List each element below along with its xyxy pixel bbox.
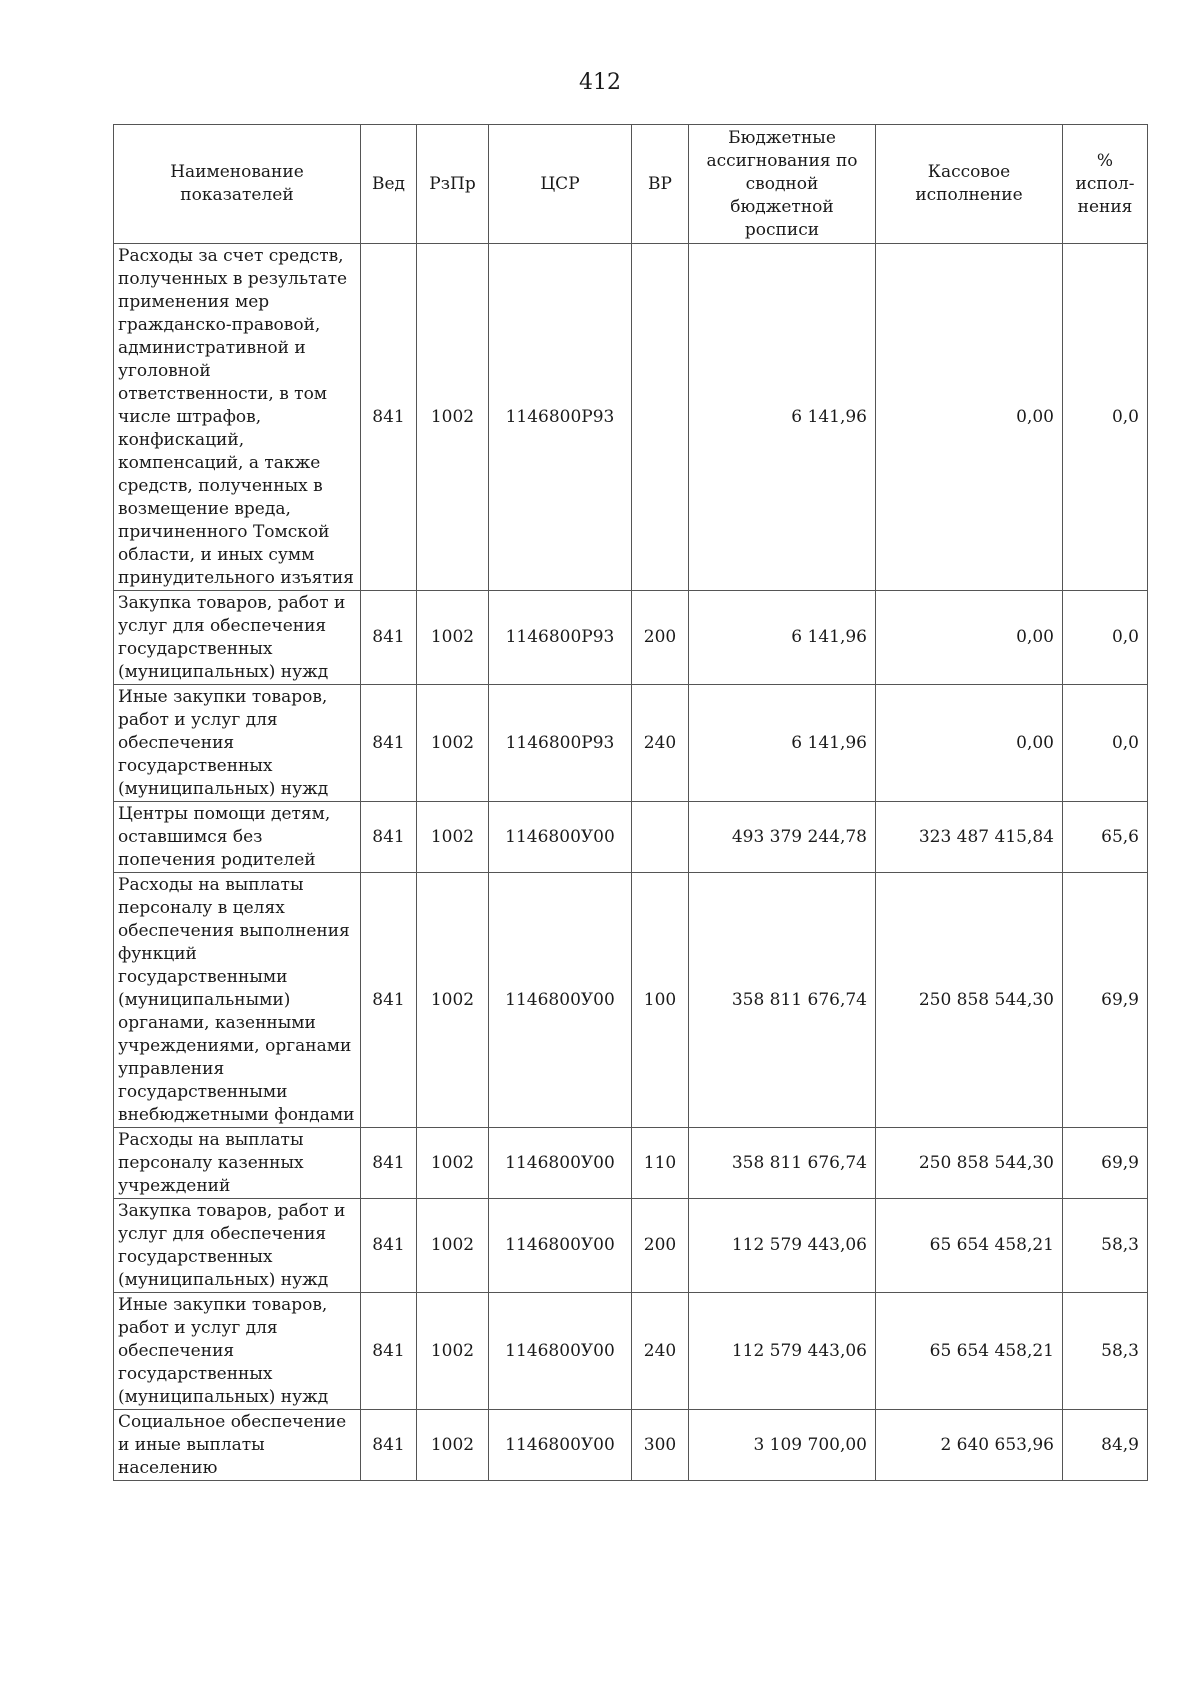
cell-csr: 1146800У00 (489, 1293, 632, 1410)
cell-csr: 1146800У00 (489, 1128, 632, 1199)
cell-ved: 841 (361, 1410, 417, 1481)
cell-csr: 1146800У00 (489, 1410, 632, 1481)
cell-allocated: 3 109 700,00 (689, 1410, 876, 1481)
table-row (114, 1293, 1148, 1410)
cell-vr: 200 (632, 591, 689, 685)
cell-vr (632, 244, 689, 591)
cell-allocated: 358 811 676,74 (689, 873, 876, 1128)
cell-name: Закупка товаров, работ и услуг для обеспечения государственных (муниципальных) нужд (114, 591, 361, 685)
header-executed: Кассовое исполнение (876, 125, 1063, 244)
page-number: 412 (579, 70, 621, 95)
cell-ved: 841 (361, 1128, 417, 1199)
cell-ved: 841 (361, 802, 417, 873)
table-row (114, 1199, 1148, 1293)
cell-rzpr: 1002 (417, 802, 489, 873)
table-header-row (114, 125, 1148, 244)
cell-executed: 323 487 415,84 (876, 802, 1063, 873)
cell-executed: 2 640 653,96 (876, 1410, 1063, 1481)
cell-vr: 200 (632, 1199, 689, 1293)
cell-rzpr: 1002 (417, 244, 489, 591)
cell-name: Центры помощи детям, оставшимся без попечения родителей (114, 802, 361, 873)
cell-rzpr: 1002 (417, 1293, 489, 1410)
cell-csr: 1146800Р93 (489, 591, 632, 685)
cell-executed: 250 858 544,30 (876, 1128, 1063, 1199)
header-percent: % испол-нения (1063, 125, 1148, 244)
header-name: Наименование показателей (114, 125, 361, 244)
cell-ved: 841 (361, 591, 417, 685)
cell-name: Иные закупки товаров, работ и услуг для обеспечения государственных (муниципальных) нужд (114, 1293, 361, 1410)
cell-csr: 1146800Р93 (489, 244, 632, 591)
cell-vr: 110 (632, 1128, 689, 1199)
cell-rzpr: 1002 (417, 1128, 489, 1199)
cell-allocated: 112 579 443,06 (689, 1293, 876, 1410)
header-allocated: Бюджетные ассигнования по сводной бюджетной росписи (689, 125, 876, 244)
cell-allocated: 6 141,96 (689, 591, 876, 685)
cell-name: Расходы за счет средств, полученных в результате применения мер гражданско-правовой, административной и уголовной ответственности, в том числе штрафов, конфискаций, компенсаций, а также средств, полученных в возмещение вреда, причиненного Томской области, и иных сумм принудительного изъятия (114, 244, 361, 591)
cell-percent: 69,9 (1063, 873, 1148, 1128)
cell-name: Иные закупки товаров, работ и услуг для обеспечения государственных (муниципальных) нужд (114, 685, 361, 802)
cell-percent: 0,0 (1063, 244, 1148, 591)
cell-name: Расходы на выплаты персоналу казенных учреждений (114, 1128, 361, 1199)
cell-executed: 0,00 (876, 244, 1063, 591)
cell-ved: 841 (361, 244, 417, 591)
header-ved: Вед (361, 125, 417, 244)
cell-rzpr: 1002 (417, 1410, 489, 1481)
cell-executed: 65 654 458,21 (876, 1199, 1063, 1293)
cell-name: Социальное обеспечение и иные выплаты населению (114, 1410, 361, 1481)
cell-percent: 65,6 (1063, 802, 1148, 873)
cell-executed: 65 654 458,21 (876, 1293, 1063, 1410)
cell-csr: 1146800У00 (489, 802, 632, 873)
cell-rzpr: 1002 (417, 591, 489, 685)
table-row (114, 1410, 1148, 1481)
budget-table (113, 124, 1148, 1481)
cell-csr: 1146800У00 (489, 873, 632, 1128)
table-row (114, 1128, 1148, 1199)
header-csr: ЦСР (489, 125, 632, 244)
cell-name: Расходы на выплаты персоналу в целях обеспечения выполнения функций государственными (муниципальными) органами, казенными учреждениями, органами управления государственными внебюджетными фондами (114, 873, 361, 1128)
header-vr: ВР (632, 125, 689, 244)
table-row (114, 591, 1148, 685)
cell-percent: 0,0 (1063, 685, 1148, 802)
cell-csr: 1146800Р93 (489, 685, 632, 802)
cell-vr: 240 (632, 685, 689, 802)
cell-ved: 841 (361, 685, 417, 802)
cell-rzpr: 1002 (417, 685, 489, 802)
cell-allocated: 112 579 443,06 (689, 1199, 876, 1293)
cell-vr: 100 (632, 873, 689, 1128)
cell-percent: 58,3 (1063, 1199, 1148, 1293)
cell-executed: 0,00 (876, 685, 1063, 802)
cell-percent: 69,9 (1063, 1128, 1148, 1199)
cell-vr (632, 802, 689, 873)
cell-executed: 0,00 (876, 591, 1063, 685)
cell-rzpr: 1002 (417, 873, 489, 1128)
table-row (114, 873, 1148, 1128)
cell-vr: 240 (632, 1293, 689, 1410)
table-row (114, 802, 1148, 873)
cell-allocated: 6 141,96 (689, 244, 876, 591)
cell-ved: 841 (361, 1293, 417, 1410)
cell-rzpr: 1002 (417, 1199, 489, 1293)
cell-executed: 250 858 544,30 (876, 873, 1063, 1128)
cell-percent: 58,3 (1063, 1293, 1148, 1410)
header-rzpr: РзПр (417, 125, 489, 244)
cell-ved: 841 (361, 1199, 417, 1293)
cell-percent: 0,0 (1063, 591, 1148, 685)
cell-allocated: 493 379 244,78 (689, 802, 876, 873)
cell-ved: 841 (361, 873, 417, 1128)
cell-percent: 84,9 (1063, 1410, 1148, 1481)
table-row (114, 685, 1148, 802)
cell-name: Закупка товаров, работ и услуг для обеспечения государственных (муниципальных) нужд (114, 1199, 361, 1293)
cell-allocated: 6 141,96 (689, 685, 876, 802)
cell-vr: 300 (632, 1410, 689, 1481)
cell-csr: 1146800У00 (489, 1199, 632, 1293)
table-row (114, 244, 1148, 591)
cell-allocated: 358 811 676,74 (689, 1128, 876, 1199)
